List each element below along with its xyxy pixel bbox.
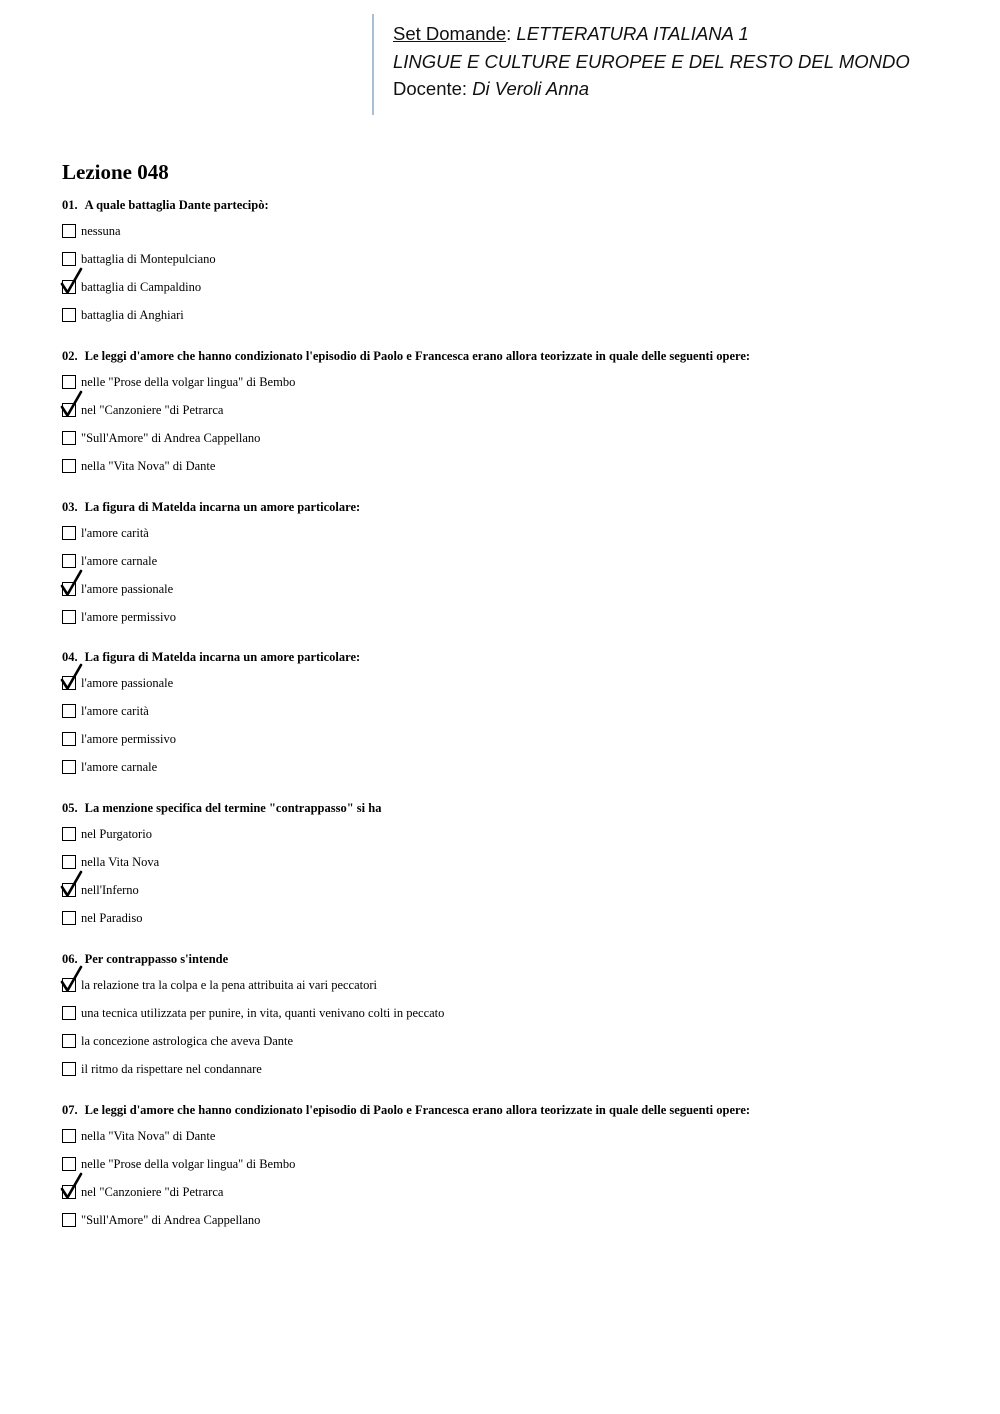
answer-option[interactable] <box>62 452 962 480</box>
answer-option[interactable] <box>62 547 962 575</box>
answer-label: nella "Vita Nova" di Dante <box>81 458 216 473</box>
answer-checkbox[interactable] <box>62 252 76 266</box>
course-name: LETTERATURA ITALIANA 1 <box>516 23 749 44</box>
answer-checkbox[interactable] <box>62 610 76 624</box>
question-prompt: La figura di Matelda incarna un amore particolare: <box>84 500 361 514</box>
answer-checkbox[interactable] <box>62 760 76 774</box>
answer-option[interactable] <box>62 1178 962 1206</box>
answer-label: l'amore permissivo <box>81 609 176 624</box>
answer-option[interactable] <box>62 1055 962 1083</box>
answer-option[interactable] <box>62 273 962 301</box>
answer-checkbox[interactable] <box>62 1034 76 1048</box>
answer-checkbox[interactable] <box>62 1185 76 1199</box>
answer-option[interactable] <box>62 848 962 876</box>
question-text <box>62 949 962 969</box>
answer-label: nell'Inferno <box>81 882 139 897</box>
answer-option[interactable] <box>62 904 962 932</box>
answer-label: nel Purgatorio <box>81 826 152 841</box>
answer-checkbox[interactable] <box>62 1157 76 1171</box>
question-number: 01. <box>62 198 78 212</box>
header-colon: : <box>506 23 512 44</box>
answer-checkbox[interactable] <box>62 280 76 294</box>
answer-option[interactable] <box>62 217 962 245</box>
question-block <box>62 798 962 932</box>
answer-checkbox[interactable] <box>62 459 76 473</box>
answer-option[interactable] <box>62 697 962 725</box>
answer-label: l'amore carità <box>81 703 149 718</box>
answer-list <box>62 669 962 781</box>
header-set-line <box>393 14 910 48</box>
answer-option[interactable] <box>62 999 962 1027</box>
answer-option[interactable] <box>62 669 962 697</box>
answer-checkbox[interactable] <box>62 1129 76 1143</box>
answer-checkbox[interactable] <box>62 911 76 925</box>
header-teacher-line <box>393 75 910 103</box>
program-name: LINGUE E CULTURE EUROPEE E DEL RESTO DEL MONDO <box>393 50 910 72</box>
answer-option[interactable] <box>62 519 962 547</box>
answer-label: una tecnica utilizzata per punire, in vita, quanti venivano colti in peccato <box>81 1005 445 1020</box>
checkmark-icon <box>61 268 83 294</box>
answer-option[interactable] <box>62 575 962 603</box>
answer-option[interactable] <box>62 820 962 848</box>
question-number: 04. <box>62 650 78 664</box>
question-block <box>62 647 962 781</box>
answer-checkbox[interactable] <box>62 855 76 869</box>
answer-option[interactable] <box>62 603 962 631</box>
question-number: 07. <box>62 1103 78 1117</box>
checkmark-icon <box>61 664 83 690</box>
answer-label: nel "Canzoniere "di Petrarca <box>81 402 224 417</box>
question-number: 03. <box>62 500 78 514</box>
answer-option[interactable] <box>62 301 962 329</box>
set-domande-label: Set Domande <box>393 23 507 44</box>
answer-checkbox[interactable] <box>62 308 76 322</box>
question-prompt: La menzione specifica del termine "contrappasso" si ha <box>84 801 382 815</box>
answer-label: l'amore carnale <box>81 759 158 774</box>
answer-label: nella Vita Nova <box>81 854 160 869</box>
answer-list <box>62 971 962 1083</box>
answer-checkbox[interactable] <box>62 1213 76 1227</box>
answer-checkbox[interactable] <box>62 554 76 568</box>
question-text <box>62 798 962 818</box>
answer-checkbox[interactable] <box>62 732 76 746</box>
question-block <box>62 195 962 329</box>
question-text <box>62 497 962 517</box>
question-number: 05. <box>62 801 78 815</box>
answer-list <box>62 217 962 329</box>
answer-label: nelle "Prose della volgar lingua" di Bembo <box>81 1156 296 1171</box>
answer-label: nella "Vita Nova" di Dante <box>81 1128 216 1143</box>
answer-label: nelle "Prose della volgar lingua" di Bembo <box>81 374 296 389</box>
answer-label: nel "Canzoniere "di Petrarca <box>81 1184 224 1199</box>
question-block <box>62 346 962 480</box>
checkmark-icon <box>61 391 83 417</box>
answer-label: il ritmo da rispettare nel condannare <box>81 1061 262 1076</box>
answer-option[interactable] <box>62 1150 962 1178</box>
question-number: 06. <box>62 952 78 966</box>
answer-option[interactable] <box>62 971 962 999</box>
answer-label: nessuna <box>81 223 121 238</box>
answer-checkbox[interactable] <box>62 827 76 841</box>
question-prompt: Le leggi d'amore che hanno condizionato l'episodio di Paolo e Francesca erano allora teorizzate in quale delle seguenti opere: <box>84 349 751 363</box>
answer-label: l'amore carnale <box>81 553 158 568</box>
answer-checkbox[interactable] <box>62 526 76 540</box>
answer-list <box>62 519 962 631</box>
answer-label: "Sull'Amore" di Andrea Cappellano <box>81 1212 261 1227</box>
answer-option[interactable] <box>62 753 962 781</box>
question-block <box>62 1100 962 1234</box>
answer-option[interactable] <box>62 396 962 424</box>
answer-checkbox[interactable] <box>62 1006 76 1020</box>
answer-label: l'amore passionale <box>81 581 174 596</box>
answer-list <box>62 1122 962 1234</box>
answer-checkbox[interactable] <box>62 704 76 718</box>
question-prompt: La figura di Matelda incarna un amore particolare: <box>84 650 361 664</box>
answer-label: nel Paradiso <box>81 910 143 925</box>
answer-checkbox[interactable] <box>62 375 76 389</box>
answer-label: la concezione astrologica che aveva Dante <box>81 1033 294 1048</box>
question-block <box>62 949 962 1083</box>
answer-label: l'amore permissivo <box>81 731 176 746</box>
answer-label: "Sull'Amore" di Andrea Cappellano <box>81 430 261 445</box>
answer-checkbox[interactable] <box>62 582 76 596</box>
answer-list <box>62 368 962 480</box>
question-number: 02. <box>62 349 78 363</box>
answer-label: la relazione tra la colpa e la pena attribuita ai vari peccatori <box>81 977 378 992</box>
answer-option[interactable] <box>62 1122 962 1150</box>
answer-checkbox[interactable] <box>62 978 76 992</box>
answer-option[interactable] <box>62 424 962 452</box>
question-text <box>62 1100 962 1120</box>
answer-list <box>62 820 962 932</box>
answer-option[interactable] <box>62 368 962 396</box>
question-text <box>62 647 962 667</box>
answer-label: battaglia di Anghiari <box>81 307 184 322</box>
answer-label: battaglia di Campaldino <box>81 279 202 294</box>
question-prompt: Le leggi d'amore che hanno condizionato l'episodio di Paolo e Francesca erano allora teorizzate in quale delle seguenti opere: <box>84 1103 751 1117</box>
answer-checkbox[interactable] <box>62 403 76 417</box>
question-text <box>62 195 962 215</box>
answer-checkbox[interactable] <box>62 676 76 690</box>
answer-option[interactable] <box>62 876 962 904</box>
teacher-name: Di Veroli Anna <box>472 78 590 99</box>
answer-checkbox[interactable] <box>62 224 76 238</box>
checkmark-icon <box>61 871 83 897</box>
answer-checkbox[interactable] <box>62 431 76 445</box>
answer-option[interactable] <box>62 245 962 273</box>
document-header <box>372 14 910 115</box>
lesson-title: Lezione 048 <box>62 160 169 184</box>
question-block <box>62 497 962 631</box>
answer-option[interactable] <box>62 1206 962 1234</box>
answer-label: battaglia di Montepulciano <box>81 251 216 266</box>
question-text <box>62 346 962 366</box>
answer-label: l'amore passionale <box>81 675 174 690</box>
answer-checkbox[interactable] <box>62 1062 76 1076</box>
answer-checkbox[interactable] <box>62 883 76 897</box>
answer-option[interactable] <box>62 725 962 753</box>
checkmark-icon <box>61 966 83 992</box>
checkmark-icon <box>61 570 83 596</box>
question-prompt: Per contrappasso s'intende <box>84 952 229 966</box>
answer-label: l'amore carità <box>81 525 149 540</box>
checkmark-icon <box>61 1173 83 1199</box>
answer-option[interactable] <box>62 1027 962 1055</box>
question-prompt: A quale battaglia Dante partecipò: <box>84 198 269 212</box>
teacher-label: Docente: <box>393 78 468 99</box>
